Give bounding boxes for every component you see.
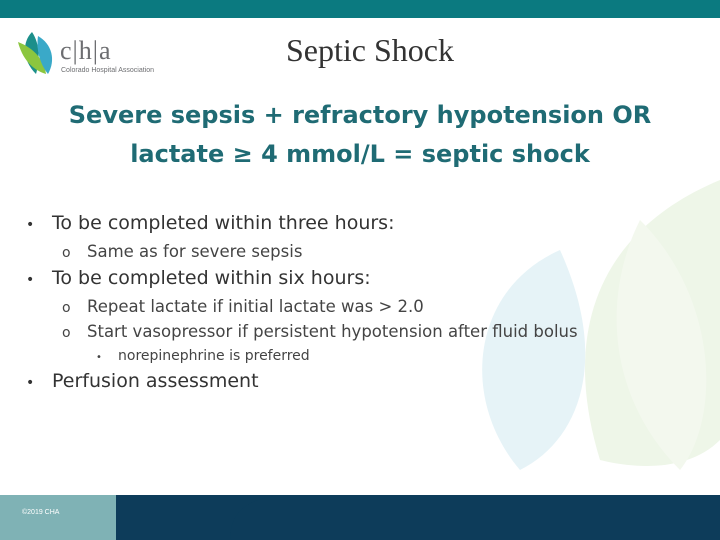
- bullet-text: To be completed within three hours:: [52, 212, 395, 234]
- bullet-item: [26, 212, 394, 234]
- logo-org-name: Colorado Hospital Association: [61, 67, 154, 74]
- sub-bullet-text: Start vasopressor if persistent hypotension after fluid bolus: [87, 322, 578, 341]
- bullet-icon: •: [26, 217, 35, 233]
- subtitle-line-1: Severe sepsis + refractory hypotension OR: [68, 101, 652, 129]
- sub-sub-bullet-text: norepinephrine is preferred: [118, 348, 310, 364]
- slide-title: Septic Shock: [286, 32, 454, 68]
- footer-curve-decoration: [0, 490, 720, 540]
- circle-bullet-icon: o: [62, 245, 71, 261]
- sub-bullet-item: [62, 242, 302, 261]
- bullet-text: To be completed within six hours:: [52, 267, 371, 289]
- bullet-icon: •: [26, 375, 35, 391]
- bullet-item: [26, 370, 259, 392]
- circle-bullet-icon: o: [62, 300, 71, 316]
- sub-bullet-item: [62, 322, 578, 341]
- bullet-icon: •: [96, 352, 102, 363]
- subtitle-line-2: lactate ≥ 4 mmol/L = septic shock: [130, 140, 590, 168]
- logo-wordmark: c|h|a: [60, 36, 112, 65]
- sub-bullet-text: Same as for severe sepsis: [87, 242, 303, 261]
- sub-bullet-text: Repeat lactate if initial lactate was > 2.0: [87, 297, 424, 316]
- copyright-text: ©2019 CHA: [22, 509, 60, 516]
- sub-sub-bullet-item: [96, 348, 310, 364]
- bullet-item: [26, 267, 371, 289]
- sub-bullet-item: [62, 297, 424, 316]
- bullet-text: Perfusion assessment: [52, 370, 259, 392]
- circle-bullet-icon: o: [62, 325, 71, 341]
- bullet-icon: •: [26, 272, 35, 288]
- slide-subtitle: [60, 96, 660, 174]
